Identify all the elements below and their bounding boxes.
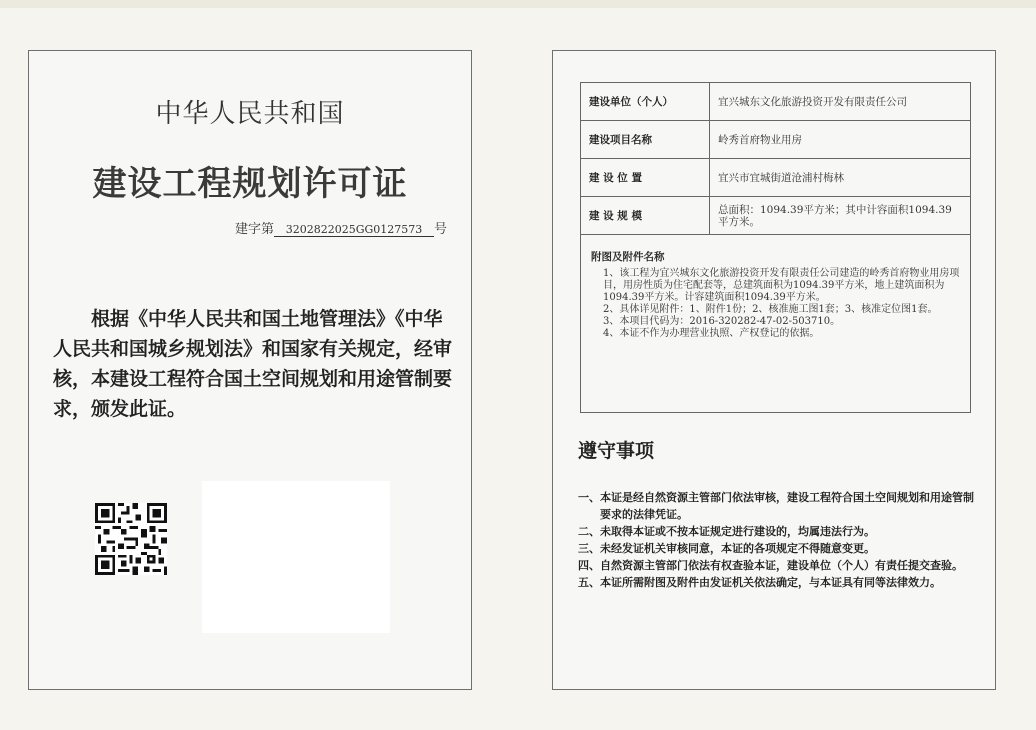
notice-marker: 四、 — [578, 559, 600, 572]
table-row — [581, 121, 971, 159]
notice-text: 自然资源主管部门依法有权查验本证，建设单位（个人）有责任提交查验。 — [600, 559, 963, 572]
certificate-number — [235, 218, 447, 237]
number-value: 3202822025GG0127573 — [274, 223, 434, 237]
attachment-item: 4、本证不作为办理营业执照、产权登记的依据。 — [603, 328, 820, 339]
notice-marker: 五、 — [578, 576, 600, 589]
notice-item — [578, 574, 978, 591]
attachments-cell — [581, 235, 971, 413]
country-name: 中华人民共和国 — [155, 99, 345, 129]
number-suffix: 号 — [433, 222, 447, 237]
notice-item — [578, 557, 978, 574]
redacted-seal-area — [202, 481, 390, 633]
notice-text: 未经发证机关审核同意，本证的各项规定不得随意变更。 — [600, 542, 875, 555]
legal-preamble: 根据《中华人民共和国土地管理法》《中华人民共和国城乡规划法》和国家有关规定，经审核，本建设工程符合国土空间规划和用途管制要求，颁发此证。 — [53, 308, 453, 420]
notice-text: 未取得本证或不按本证规定进行建设的，均属违法行为。 — [600, 525, 875, 538]
row-value: 总面积：1094.39平方米；其中计容面积1094.39平方米。 — [710, 197, 971, 235]
notice-marker: 三、 — [578, 542, 600, 555]
attachment-item: 2、具体详见附件：1、附件1份；2、核准施工图1套；3、核准定位图1套。 — [603, 304, 938, 315]
row-label: 建设项目名称 — [581, 121, 710, 159]
row-value: 宜兴市宜城街道沧浦村梅林 — [710, 159, 971, 197]
row-label: 建设单位（个人） — [581, 83, 710, 121]
row-label: 建 设 位 置 — [581, 159, 710, 197]
notice-marker: 一、 — [578, 491, 600, 504]
notice-item — [578, 540, 978, 557]
project-info-table — [580, 82, 971, 413]
table-row — [581, 159, 971, 197]
notice-item — [578, 523, 978, 540]
row-label: 建 设 规 模 — [581, 197, 710, 235]
table-row — [581, 197, 971, 235]
notice-text: 本证所需附图及附件由发证机关依法确定，与本证具有同等法律效力。 — [600, 576, 941, 589]
certificate-title: 建设工程规划许可证 — [92, 164, 408, 204]
notice-text: 本证是经自然资源主管部门依法审核，建设工程符合国土空间规划和用途管制要求的法律凭证。 — [600, 491, 974, 521]
attachment-item: 1、该工程为宜兴城东文化旅游投资开发有限责任公司建造的岭秀首府物业用房项目，用房性质为住宅配套等，总建筑面积为1094.39平方米，地上建筑面积为1094.39平方米。计容建筑面积1094.39平方米。 — [603, 268, 960, 303]
qr-code — [95, 503, 167, 575]
notice-item — [578, 489, 978, 523]
row-value: 宜兴城东文化旅游投资开发有限责任公司 — [710, 83, 971, 121]
notice-marker: 二、 — [578, 525, 600, 538]
notice-list — [578, 489, 978, 591]
permit-details-page — [552, 50, 996, 690]
number-prefix: 建字第 — [234, 222, 274, 237]
scan-edge — [0, 0, 1036, 8]
attachments-title: 附图及附件名称 — [591, 251, 665, 263]
attachments-row — [581, 235, 971, 413]
permit-cover-page — [28, 50, 472, 690]
row-value: 岭秀首府物业用房 — [710, 121, 971, 159]
notice-heading: 遵守事项 — [578, 440, 655, 462]
attachment-item: 3、本项目代码为：2016-320282-47-02-503710。 — [603, 316, 841, 327]
attachments-list — [591, 268, 960, 340]
table-row — [581, 83, 971, 121]
